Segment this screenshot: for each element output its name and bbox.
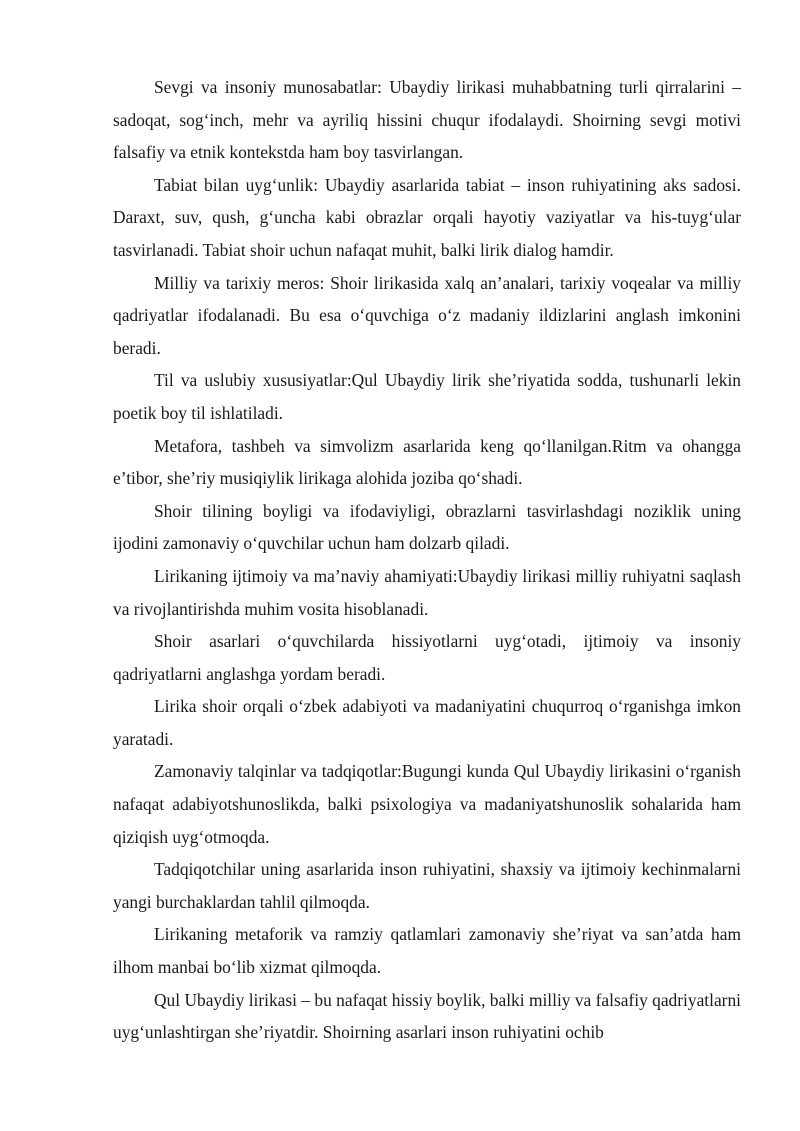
paragraph-metaphor: Metafora, tashbeh va simvolizm asarlarida keng qo‘llanilgan.Ritm va ohangga e’tibor, she’riy musiqiylik lirikaga alohida joziba qo‘shadi. [113,435,741,489]
paragraph-love-relations: Sevgi va insoniy munosabatlar: Ubaydiy lirikasi muhabbatning turli qirralarini – sadoqat, sog‘inch, mehr va ayriliq hissini chuqur ifodalaydi. Shoirning sevgi motivi falsafiy va etnik kontekstda ham boy tasvirlangan. [113,77,741,163]
paragraph-researchers: Tadqiqotchilar uning asarlarida inson ruhiyatini, shaxsiy va ijtimoiy kechinmalarni yangi burchaklardan tahlil qilmoqda. [113,859,741,912]
paragraph-language-style: Til va uslubiy xususiyatlar:Qul Ubaydiy lirik she’riyatida sodda, tushunarli lekin poetik boy til ishlatiladi. [113,370,741,423]
paragraph-metaphoric-layers: Lirikaning metaforik va ramziy qatlamlari zamonaviy she’riyat va san’atda ham ilhom manbai bo‘lib xizmat qilmoqda. [113,924,741,978]
document-body [113,71,741,1049]
paragraph-language-richness: Shoir tilining boyligi va ifodaviyligi, obrazlarni tasvirlashdagi noziklik uning ijodini zamonaviy o‘quvchilar uchun ham dolzarb qiladi. [113,500,741,554]
paragraph-national-heritage: Milliy va tarixiy meros: Shoir lirikasida xalq an’analari, tarixiy voqealar va milliy qadriyatlar ifodalanadi. Bu esa o‘quvchiga o‘z madaniy ildizlarini anglash imkonini beradi. [113,272,741,358]
paragraph-nature-harmony: Tabiat bilan uyg‘unlik: Ubaydiy asarlarida tabiat – inson ruhiyatining aks sadosi. Daraxt, suv, qush, g‘uncha kabi obrazlar orqali hayotiy vaziyatlar va his-tuyg‘ular tasvirlanadi. Tabiat shoir uchun nafaqat muhit, balki lirik dialog hamdir. [113,174,741,260]
paragraph-social-significance: Lirikaning ijtimoiy va ma’naviy ahamiyati:Ubaydiy lirikasi milliy ruhiyatni saqlash va rivojlantirishda muhim vosita hisoblanadi. [113,565,741,619]
paragraph-emotions: Shoir asarlari o‘quvchilarda hissiyotlarni uyg‘otadi, ijtimoiy va insoniy qadriyatlarni anglashga yordam beradi. [113,631,741,684]
paragraph-conclusion: Qul Ubaydiy lirikasi – bu nafaqat hissiy boylik, balki milliy va falsafiy qadriyatlarni uyg‘unlashtirgan she’riyatdir. Shoirning asarlari inson ruhiyatini ochib [113,989,741,1043]
paragraph-uzbek-literature: Lirika shoir orqali o‘zbek adabiyoti va madaniyatini chuqurroq o‘rganishga imkon yaratadi. [113,696,741,749]
paragraph-modern-interpretations: Zamonaviy talqinlar va tadqiqotlar:Bugungi kunda Qul Ubaydiy lirikasini o‘rganish nafaqat adabiyotshunoslikda, balki psixologiya va madaniyatshunoslik sohalarida ham qiziqish uyg‘otmoqda. [113,761,741,847]
